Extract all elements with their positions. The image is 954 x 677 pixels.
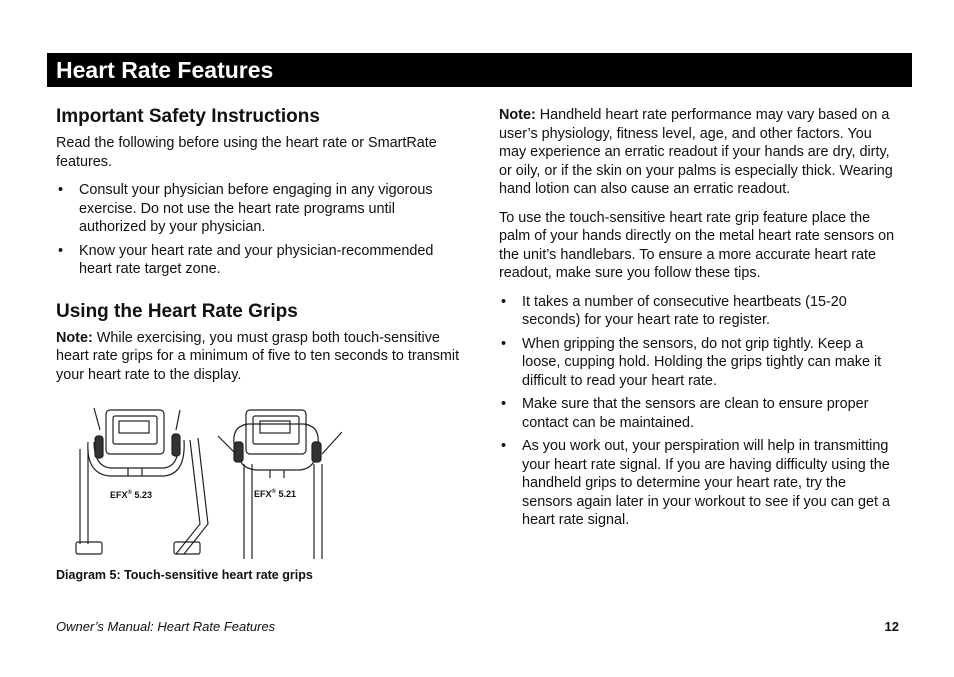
note-text: Handheld heart rate performance may vary based on a user’s physiology, fitness level, age, and other factors. You may experience an erratic readout if your hands are dry, dirty, or oily, or if the skin on your palms is especially thick. Wearing hand lotion can also cause an erratic readout. bbox=[499, 107, 893, 197]
efx-521-label: EFX® 5.21 bbox=[254, 489, 296, 499]
handheld-note bbox=[499, 106, 899, 199]
safety-intro: Read the following before using the heart rate or SmartRate features. bbox=[56, 135, 437, 170]
safety-heading: Important Safety Instructions bbox=[56, 106, 320, 127]
note-text: While exercising, you must grasp both touch-sensitive heart rate grips for a minimum of five to ten seconds to transmit your heart rate to the display. bbox=[56, 329, 460, 383]
note-label: Note: bbox=[499, 107, 536, 123]
efx-521-illustration bbox=[218, 410, 342, 559]
note-label: Note: bbox=[56, 329, 93, 346]
diagram-caption: Diagram 5: Touch-sensitive heart rate grips bbox=[56, 568, 313, 582]
page-title-banner bbox=[47, 53, 912, 87]
grip-usage-paragraph: To use the touch-sensitive heart rate grip feature place the palm of your hands directly on the metal heart rate sensors on the unit’s handlebars. To ensure a more accurate heart rate readout, make sure you follow these tips. bbox=[499, 209, 895, 281]
grips-note bbox=[56, 329, 460, 385]
right-column bbox=[499, 106, 899, 530]
efx-523-label: EFX® 5.23 bbox=[110, 490, 152, 500]
list-item: • Make sure that the sensors are clean to ensure proper contact can be maintained. bbox=[499, 395, 899, 432]
heart-rate-grips-diagram bbox=[66, 404, 342, 562]
footer-title: Owner’s Manual: Heart Rate Features bbox=[56, 619, 276, 634]
list-item: • It takes a number of consecutive heartbeats (15-20 seconds) for your heart rate to register. bbox=[499, 293, 899, 330]
efx-523-illustration bbox=[76, 408, 208, 554]
grips-heading: Using the Heart Rate Grips bbox=[56, 300, 298, 322]
tips-bullet-list bbox=[499, 293, 899, 530]
list-item: • Know your heart rate and your physician-recommended heart rate target zone. bbox=[56, 242, 460, 279]
page-number: 12 bbox=[884, 619, 899, 634]
page-title: Heart Rate Features bbox=[56, 57, 274, 83]
list-item: • As you work out, your perspiration will help in transmitting your heart rate signal. If you are having difficulty using the handheld grips to determine your heart rate, try the sensors again later in your workout to see if you can get a heart rate signal. bbox=[499, 437, 899, 530]
left-column bbox=[56, 106, 460, 384]
list-item: • Consult your physician before engaging in any vigorous exercise. Do not use the heart rate programs until authorized by your physician. bbox=[56, 181, 460, 237]
safety-bullet-list bbox=[56, 181, 460, 279]
list-item: • When gripping the sensors, do not grip tightly. Keep a loose, cupping hold. Holding the grips tightly can make it difficult to read your heart rate. bbox=[499, 335, 899, 391]
